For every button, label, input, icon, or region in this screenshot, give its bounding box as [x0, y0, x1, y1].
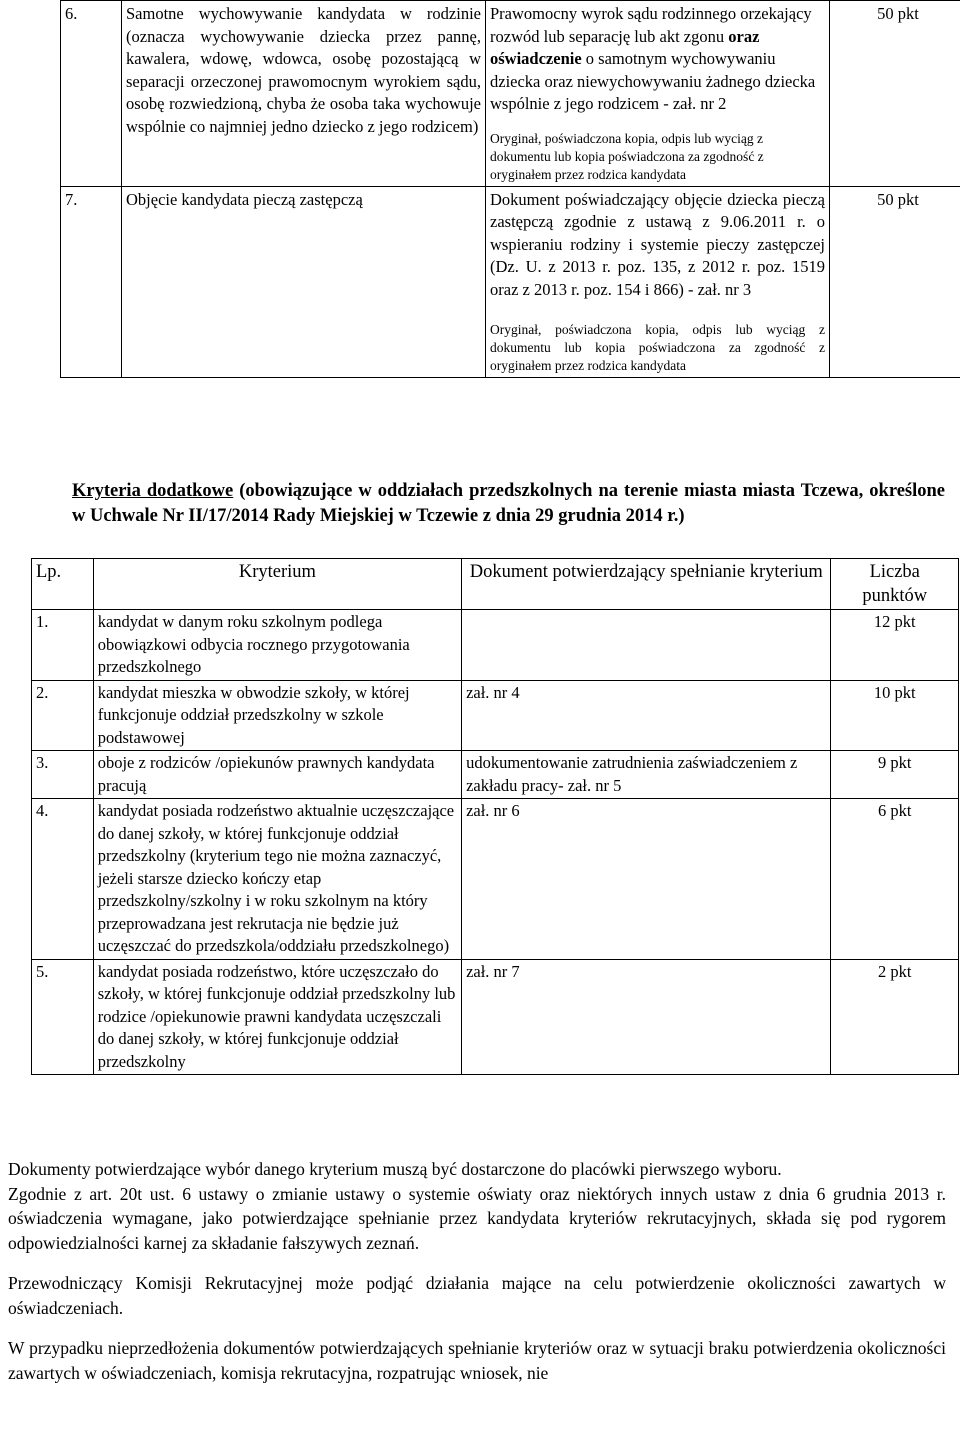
table-row — [61, 1, 960, 187]
criterion-text: kandydat posiada rodzeństwo, które uczęszczało do szkoły, w której funkcjonuje oddział przedszkolny lub rodzice /opiekunowie prawni kandydata uczęszczali do danej szkoły, w której funkcjonuje oddział przedszkolny — [93, 959, 461, 1075]
document-text-bold: oraz oświadczenie — [490, 26, 760, 68]
heading-underlined: Kryteria dodatkowe — [72, 481, 234, 501]
points-value: 50 pkt — [830, 1, 960, 187]
table-row — [32, 610, 959, 681]
document-text: zał. nr 6 — [462, 799, 831, 960]
document-text — [462, 610, 831, 681]
header-criterion: Kryterium — [93, 559, 461, 610]
heading-text: (obowiązujące w oddziałach przedszkolnych na terenie miasta miasta Tczewa, określone w Uchwale Nr II/17/2014 Rady Miejskiej w Tczewie z dnia 29 grudnia 2014 r.) — [72, 481, 945, 526]
section-heading — [72, 479, 945, 529]
table-row — [32, 680, 959, 751]
main-criteria-table — [60, 0, 960, 378]
document-text: Prawomocny wyrok sądu rodzinnego orzekający rozwód lub separację lub akt zgonu — [490, 4, 812, 46]
row-number: 2. — [32, 680, 94, 751]
points-value: 10 pkt — [831, 680, 959, 751]
points-value: 9 pkt — [831, 751, 959, 799]
document-text: udokumentowanie zatrudnienia zaświadczeniem z zakładu pracy- zał. nr 5 — [462, 751, 831, 799]
document-text: zał. nr 7 — [462, 959, 831, 1075]
additional-criteria-table — [31, 558, 959, 1075]
document-note: Oryginał, poświadczona kopia, odpis lub wyciąg z dokumentu lub kopia poświadczona za zgodność z oryginałem przez rodzica kandydata — [490, 322, 825, 373]
criterion-text: kandydat mieszka w obwodzie szkoły, w której funkcjonuje oddział przedszkolny w szkole podstawowej — [93, 680, 461, 751]
document-text: zał. nr 4 — [462, 680, 831, 751]
note-paragraph: Dokumenty potwierdzające wybór danego kryterium muszą być dostarczone do placówki pierwszego wyboru. — [8, 1159, 782, 1179]
points-value: 6 pkt — [831, 799, 959, 960]
note-paragraph: Przewodniczący Komisji Rekrutacyjnej może podjąć działania mające na celu potwierdzenie okoliczności zawartych w oświadczeniach. — [8, 1273, 946, 1318]
table-row — [61, 186, 960, 378]
document-cell — [486, 1, 830, 187]
criterion-text: oboje z rodziców /opiekunów prawnych kandydata pracują — [93, 751, 461, 799]
row-number: 7. — [61, 186, 122, 378]
document-text: o samotnym wychowywaniu dziecka oraz niewychowywaniu żadnego dziecka wspólnie z jego rodzicem - zał. nr 2 — [490, 49, 816, 113]
row-number: 4. — [32, 799, 94, 960]
table-row — [32, 959, 959, 1075]
criterion-text: Objęcie kandydata pieczą zastępczą — [122, 186, 486, 378]
row-number: 5. — [32, 959, 94, 1075]
table-row — [32, 799, 959, 960]
points-value: 50 pkt — [830, 186, 960, 378]
document-note: Oryginał, poświadczona kopia, odpis lub wyciąg z dokumentu lub kopia poświadczona za zgodność z oryginałem przez rodzica kandydata — [490, 130, 764, 182]
criterion-text: kandydat w danym roku szkolnym podlega obowiązkowi odbycia rocznego przygotowania przedszkolnego — [93, 610, 461, 681]
criterion-text: Samotne wychowywanie kandydata w rodzinie (oznacza wychowywanie dziecka przez pannę, kawalera, wdowę, wdowca, osobę pozostającą w separacji orzeczonej prawomocnym wyrokiem sądu, osobę rozwiedzioną, chyba że osoba taka wychowuje wspólnie co najmniej jedno dziecko z jego rodzicem) — [122, 1, 486, 187]
note-paragraph: W przypadku nieprzedłożenia dokumentów potwierdzających spełnianie kryteriów oraz w sytuacji braku potwierdzenia okoliczności zawartych w oświadczeniach, komisja rekrutacyjna, rozpatrując wniosek, nie — [8, 1338, 946, 1383]
header-document: Dokument potwierdzający spełnianie kryterium — [462, 559, 831, 610]
table-row — [32, 751, 959, 799]
row-number: 1. — [32, 610, 94, 681]
row-number: 3. — [32, 751, 94, 799]
criterion-text: kandydat posiada rodzeństwo aktualnie uczęszczające do danej szkoły, w której funkcjonuje oddział przedszkolny (kryterium tego nie można zaznaczyć, jeżeli starsze dziecko kończy etap przedszkolny/szkolny i w roku szkolnym na który przeprowadzana jest rekrutacja nie będzie już uczęszczać do przedszkola/oddziału przedszkolnego) — [93, 799, 461, 960]
points-value: 2 pkt — [831, 959, 959, 1075]
header-lp: Lp. — [32, 559, 94, 610]
header-points: Liczba punktów — [831, 559, 959, 610]
document-cell — [486, 186, 830, 378]
points-value: 12 pkt — [831, 610, 959, 681]
note-paragraph: Zgodnie z art. 20t ust. 6 ustawy o zmianie ustawy o systemie oświaty oraz niektórych innych ustaw z dnia 6 grudnia 2013 r. oświadczenia wymagane, jako potwierdzające spełnianie przez kandydata kryteriów rekrutacyjnych, składa się pod rygorem odpowiedzialności karnej za składanie fałszywych zeznań. — [8, 1183, 946, 1253]
table-header-row — [32, 559, 959, 610]
row-number: 6. — [61, 1, 122, 187]
notes-section — [8, 1157, 946, 1385]
document-text: Dokument poświadczający objęcie dziecka pieczą zastępczą zgodnie z ustawą z 9.06.2011 r. o wspieraniu rodziny i systemie pieczy zastępczej (Dz. U. z 2013 r. poz. 135, z 2012 r. poz. 1519 oraz z 2013 r. poz. 154 i 866) - zał. nr 3 — [490, 189, 825, 299]
